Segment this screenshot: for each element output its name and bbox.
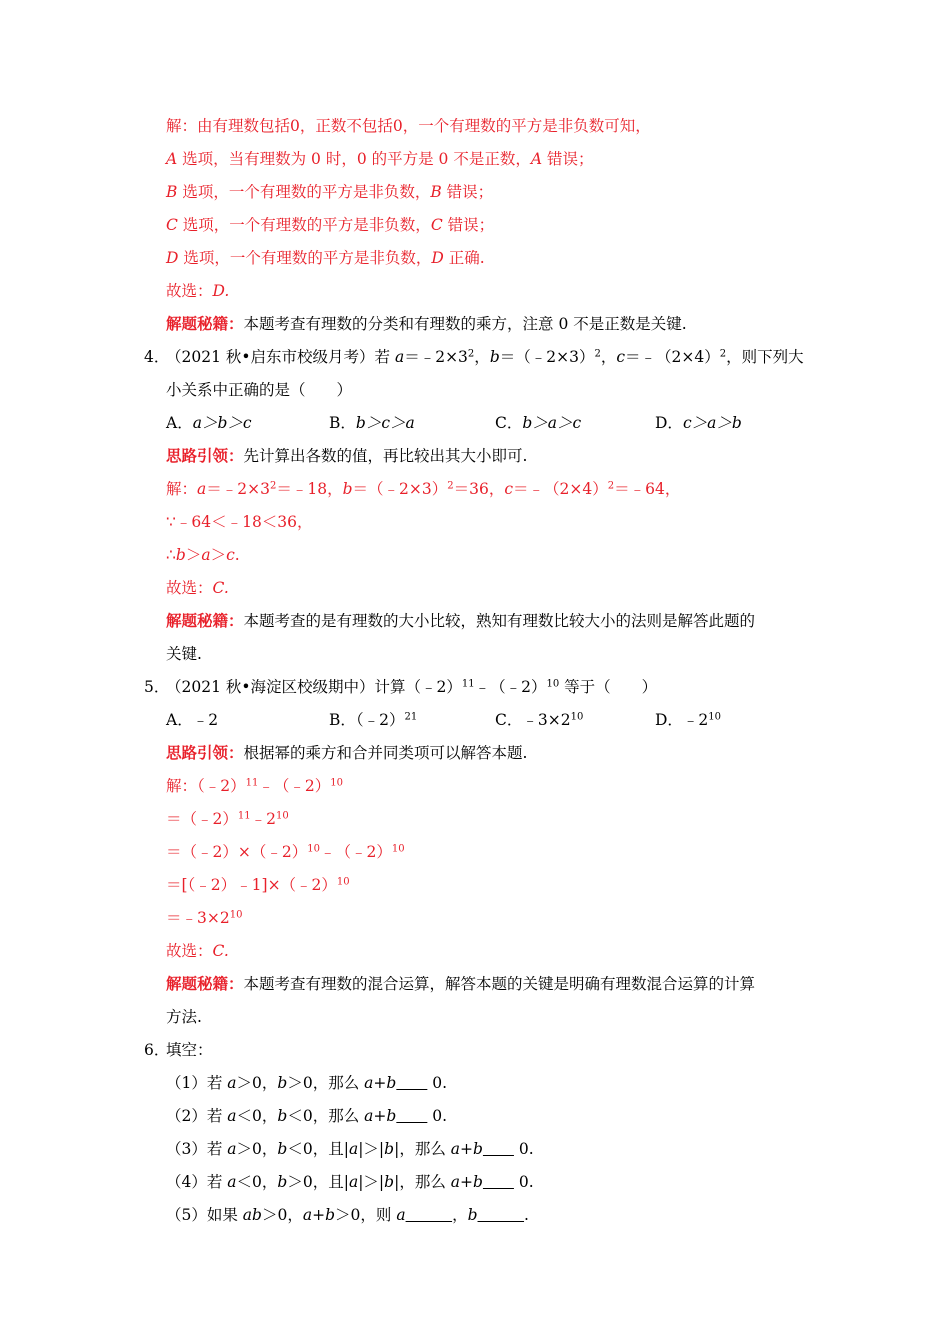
q5-tip-line1: 解题秘籍：本题考查有理数的混合运算，解答本题的关键是明确有理数混合运算的计算 [166, 974, 756, 993]
q3-solution-intro: 解：由有理数包括0，正数不包括0，一个有理数的平方是非负数可知， [166, 117, 651, 135]
q6-number: 6． [144, 1041, 170, 1059]
q5-hint: 思路引领：根据幂的乘方和合并同类项可以解答本题. [166, 743, 528, 762]
q4-number: 4． [144, 348, 170, 366]
q5-option-b[interactable]: B．（﹣2）$^{21}$ [329, 711, 418, 729]
tip-label: 解题秘籍： [166, 611, 244, 630]
tip-label: 解题秘籍： [166, 974, 244, 993]
q5-step-5: $=﹣3\times 2^{10}$ [166, 909, 243, 927]
q6-item-2: （2）若 a＜0，b＜0，那么 a+b 0. [166, 1107, 448, 1125]
q4-solution-line2: ∵﹣64＜﹣18＜36， [166, 513, 313, 531]
q4-tip-line1: 解题秘籍：本题考查的是有理数的大小比较，熟知有理数比较大小的法则是解答此题的 [166, 611, 756, 630]
hint-label: 思路引领： [166, 446, 244, 465]
q4-solution-line1: 解：$a=﹣2\times 3^2=﹣18$，b＝（﹣2×3）$^2$＝36，$c=﹣(2\times 4)^2=﹣64$， [166, 480, 681, 498]
q5-stem: （2021 秋•海淀区校级期中）计算（﹣2）$^{11}$﹣（﹣2）$^{10}$ 等于（ ） [166, 678, 658, 696]
q3-solution-option-a: A 选项，当有理数为 0 时，0 的平方是 0 不是正数，A 错误； [166, 150, 594, 168]
q5-number: 5． [144, 678, 170, 696]
q5-step-1: 解：（﹣2）$^{11}$﹣（﹣2）$^{10}$ [166, 777, 343, 795]
q6-item-1: （1）若 a＞0，b＞0，那么 a+b 0. [166, 1074, 448, 1092]
q6-item-5: （5）如果 ab＞0，a+b＞0，则 a ，b . [166, 1206, 529, 1224]
q4-tip-line2: 关键. [166, 645, 202, 663]
q4-hint: 思路引领：先计算出各数的值，再比较出其大小即可. [166, 446, 528, 465]
q4-solution-line3: ∴b＞a＞c. [166, 546, 240, 564]
q6-item-4: （4）若 a＜0，b＞0，且|a|＞|b|，那么 a+b 0. [166, 1173, 534, 1191]
tip-label: 解题秘籍： [166, 314, 244, 333]
q5-option-c[interactable]: C．$﹣3\times 2^{10}$ [495, 711, 584, 729]
q4-stem-line1: （2021 秋•启东市校级月考）若 $a=﹣2\times 3^2$，b＝（﹣2×3）$^2$，$c=﹣(2\times 4)^2$，则下列大 [166, 348, 804, 366]
q3-solution-option-d: D 选项，一个有理数的平方是非负数，D 正确. [166, 249, 485, 267]
q4-option-a[interactable]: A．a＞b＞c [166, 414, 252, 432]
q5-step-2: $=(﹣2)^{11}﹣2^{10}$ [166, 810, 289, 828]
q3-tip: 解题秘籍：本题考查有理数的分类和有理数的乘方，注意 0 不是正数是关键. [166, 314, 687, 333]
hint-label: 思路引领： [166, 743, 244, 762]
q5-step-4: ＝[（﹣2）﹣1]×（﹣2）$^{10}$ [166, 876, 350, 894]
q5-option-a[interactable]: A．﹣2 [166, 711, 219, 729]
q5-step-3: ＝（﹣2）×（﹣2）$^{10}$﹣（﹣2）$^{10}$ [166, 843, 405, 861]
q3-solution-option-c: C 选项，一个有理数的平方是非负数，C 错误； [166, 216, 495, 234]
q4-answer: 故选：C. [166, 579, 229, 597]
q4-option-d[interactable]: D．c＞a＞b [655, 414, 742, 432]
q3-solution-option-b: B 选项，一个有理数的平方是非负数，B 错误； [166, 183, 494, 201]
q4-option-b[interactable]: B．b＞c＞a [329, 414, 415, 432]
q4-stem-line2: 小关系中正确的是（ ） [166, 381, 353, 399]
q3-answer: 故选：D. [166, 282, 230, 300]
q5-answer: 故选：C. [166, 942, 229, 960]
q5-tip-line2: 方法. [166, 1008, 202, 1026]
q5-option-d[interactable]: D．$﹣2^{10}$ [655, 711, 722, 729]
q4-option-c[interactable]: C．b＞a＞c [495, 414, 582, 432]
q6-item-3: （3）若 a＞0，b＜0，且|a|＞|b|，那么 a+b 0. [166, 1140, 534, 1158]
q6-title: 填空： [166, 1041, 213, 1059]
